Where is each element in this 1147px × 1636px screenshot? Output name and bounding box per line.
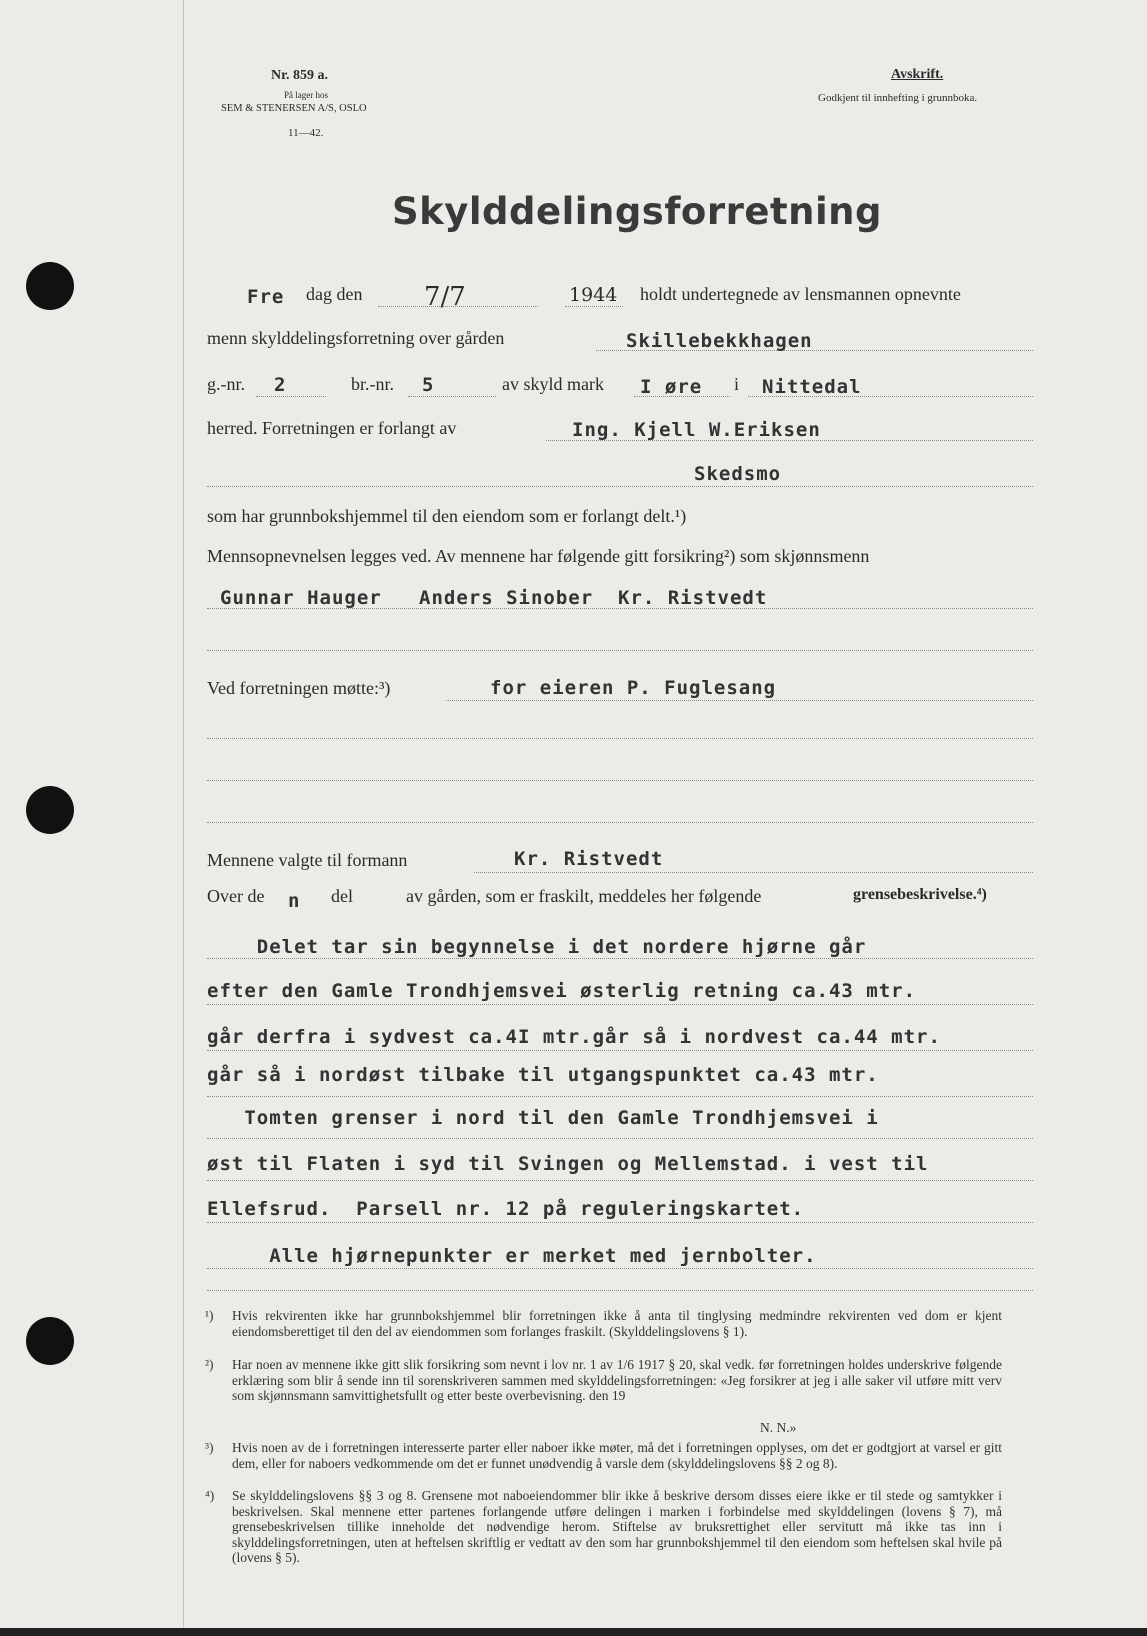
dotted-line [207,1268,1033,1269]
dotted-line [207,1138,1033,1139]
dotted-line [565,306,623,307]
dotted-line [207,822,1033,823]
footnote-text: Har noen av mennene ikke gitt slik forsikring som nevnt i lov nr. 1 av 1/6 1917 § 20, skal vedk. før forretningen holdes underskrive følgende erklæring som blir å sende inn til sorenskriveren sammen med skylddelingsforretningen: «Jeg forsikrer at jeg i alle saker vil utføre mitt verv som skjønnsmann samvittighetsfullt og etter beste overbevisning. den 19 [232,1357,1002,1403]
form-number: Nr. 859 a. [271,68,329,83]
footnote-mark: ²) [205,1357,214,1372]
footnote-text: Hvis noen av de i forretningen interesserte parter eller naboer ikke møter, må det i forretningen opplyses, om det er godtgjort at varsel er gitt dem, eller for naboers vedkommende om det er funnet unødvendig å varsle dem (skylddelingslovens §§ 2 og 8). [232,1440,1002,1471]
attendance-value: for eieren P. Fuglesang [490,677,777,699]
row2-text: menn skylddelingsforretning over gården [207,328,505,348]
boundary-label: grensebeskrivelse.⁴) [853,886,987,903]
description-line-4: går så i nordøst tilbake til utgangspunktet ca.43 mtr. [207,1064,879,1086]
dotted-line [207,650,1033,651]
footnote-mark: ¹) [205,1308,214,1323]
page-title: Skylddelingsforretning [392,190,882,233]
del-label: del [331,886,353,906]
attendance-label: Ved forretningen møtte:³) [207,678,391,698]
scan-edge [0,1628,1147,1636]
margin-rule [183,0,184,1636]
footnote-text: Se skylddelingslovens §§ 3 og 8. Grensene mot naboeiendommer blir ikke å beskrive dersom disses eiere ikke er til stede og samtykker i beskrivelsen. Skal mennene etter partenes forlangende utføre delingen i marken i forbindelse med skylddelingen (lovens § 7), må grensebeskrivelsen tillike inneholde det nødvendige herom. Stiftelse av bruksrettighet eller servitutt må ikke tas inn i skylddelingsforretningen, uten at heftelsen skriftlig er vedtatt av den som har grunnbokshjemmel til den eiendom som heftelsen skal hvile på (lovens § 5). [232,1488,1002,1565]
dotted-line [207,1290,1033,1291]
in-label: i [734,374,740,394]
chairman-name: Kr. Ristvedt [514,848,664,870]
row4-text: herred. Forretningen er forlangt av [207,418,457,438]
description-line-1: Delet tar sin begynnelse i det nordere hjørne går [207,936,867,958]
footnote-text: Hvis rekvirenten ikke har grunnbokshjemmel blir forretningen ikke å anta til tinglysing medmindre rekvirenten ved dom er kjent eiendomsberettiget til den del av eiendommen som forlanges fraskilt. (Skylddelingslovens § 1). [232,1308,1002,1339]
date-handwritten: 7/7 [424,282,466,312]
description-line-8: Alle hjørnepunkter er merket med jernbolter. [207,1245,817,1267]
description-line-2: efter den Gamle Trondhjemsvei østerlig retning ca.43 mtr. [207,980,917,1002]
dotted-line [446,700,1033,701]
dotted-line [474,872,1033,873]
printer-date: 11—42. [288,127,324,139]
description-line-3: går derfra i sydvest ca.4I mtr.går så i nordvest ca.44 mtr. [207,1026,941,1048]
appraisers: Gunnar Hauger Anders Sinober Kr. Ristvedt [220,587,768,609]
chairman-label: Mennene valgte til formann [207,850,408,870]
row6-text: som har grunnbokshjemmel til den eiendom som er forlangt delt.¹) [207,506,687,526]
footnote-mark: ³) [205,1440,214,1455]
row7-text: Mennsopnevnelsen legges ved. Av mennene har følgende gitt forsikring²) som skjønnsmenn [207,546,870,566]
day-label: dag den [306,284,363,304]
skyld-label: av skyld mark [502,374,604,394]
dotted-line [207,1004,1033,1005]
punch-hole-middle [26,786,74,834]
description-line-7: Ellefsrud. Parsell nr. 12 på reguleringskartet. [207,1198,805,1220]
description-line-6: øst til Flaten i syd til Svingen og Mellemstad. i vest til [207,1153,929,1175]
farm-name: Skillebekkhagen [626,330,813,352]
dotted-line [207,738,1033,739]
dotted-line [207,1222,1033,1223]
footnote-mark: ⁴) [205,1488,215,1503]
dotted-line [256,396,326,397]
punch-hole-top [26,262,74,310]
over-suffix: n [288,890,301,912]
dotted-line [207,780,1033,781]
signature-placeholder: N. N.» [760,1420,797,1435]
dotted-line [207,1050,1033,1051]
footnote-2-signature [760,1420,796,1436]
dotted-line [207,486,1033,487]
punch-hole-bottom [26,1317,74,1365]
copy-label: Avskrift. [891,67,944,82]
row11-text: av gården, som er fraskilt, meddeles her følgende [406,886,762,906]
gnr-label: g.-nr. [207,374,245,394]
requester-place: Skedsmo [694,463,782,485]
description-line-5: Tomten grenser i nord til den Gamle Trondhjemsvei i [207,1107,879,1129]
dotted-line [207,958,1033,959]
requester-name: Ing. Kjell W.Eriksen [572,419,821,441]
gnr-value: 2 [274,374,287,396]
bnr-value: 5 [422,374,435,396]
skyld-value: I øre [640,376,703,398]
municipality: Nittedal [762,376,862,398]
year: 1944 [569,284,618,306]
dotted-line [207,1096,1033,1097]
printer-name: SEM & STENERSEN A/S, OSLO [221,103,367,114]
over-label: Over de [207,886,265,906]
dotted-line [408,396,496,397]
row1-text: holdt undertegnede av lensmannen opnevnte [640,284,961,304]
approval-note: Godkjent til innhefting i grunnboka. [818,92,978,104]
printer-stock-note: På lager hos [284,90,328,100]
bnr-label: br.-nr. [351,374,394,394]
dotted-line [207,1180,1033,1181]
weekday: Fre [247,286,285,308]
